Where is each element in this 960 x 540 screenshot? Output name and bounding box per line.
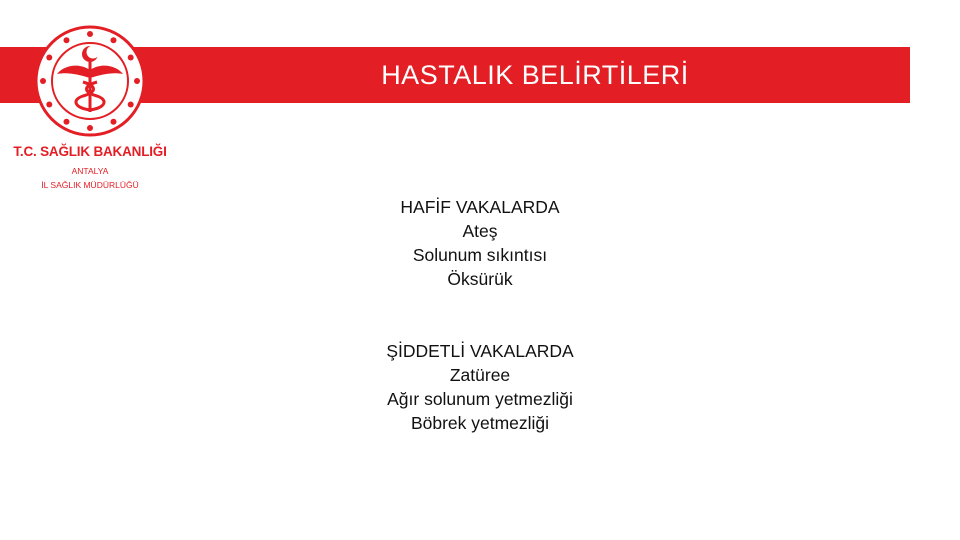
section-heading: HAFİF VAKALARDA <box>400 197 560 217</box>
ministry-of-health-emblem-icon <box>33 24 147 138</box>
symptoms-content <box>280 195 680 435</box>
symptom-item: Ağır solunum yetmezliği <box>387 389 573 409</box>
symptom-item: Ateş <box>462 221 498 241</box>
symptom-item: Solunum sıkıntısı <box>412 245 548 265</box>
mild-cases-block <box>280 195 680 291</box>
ministry-logo <box>0 22 180 190</box>
logo-directorate: İL SAĞLIK MÜDÜRLÜĞÜ <box>41 180 139 190</box>
logo-province: ANTALYA <box>71 166 109 176</box>
severe-cases-block <box>280 339 680 435</box>
page-title: HASTALIK BELİRTİLERİ <box>381 60 689 90</box>
symptom-item: Böbrek yetmezliği <box>410 413 550 433</box>
section-heading: ŞİDDETLİ VAKALARDA <box>386 341 574 361</box>
symptom-item: Öksürük <box>447 269 513 289</box>
symptom-item: Zatüree <box>449 365 511 385</box>
logo-title: T.C. SAĞLIK BAKANLIĞI <box>13 144 167 159</box>
